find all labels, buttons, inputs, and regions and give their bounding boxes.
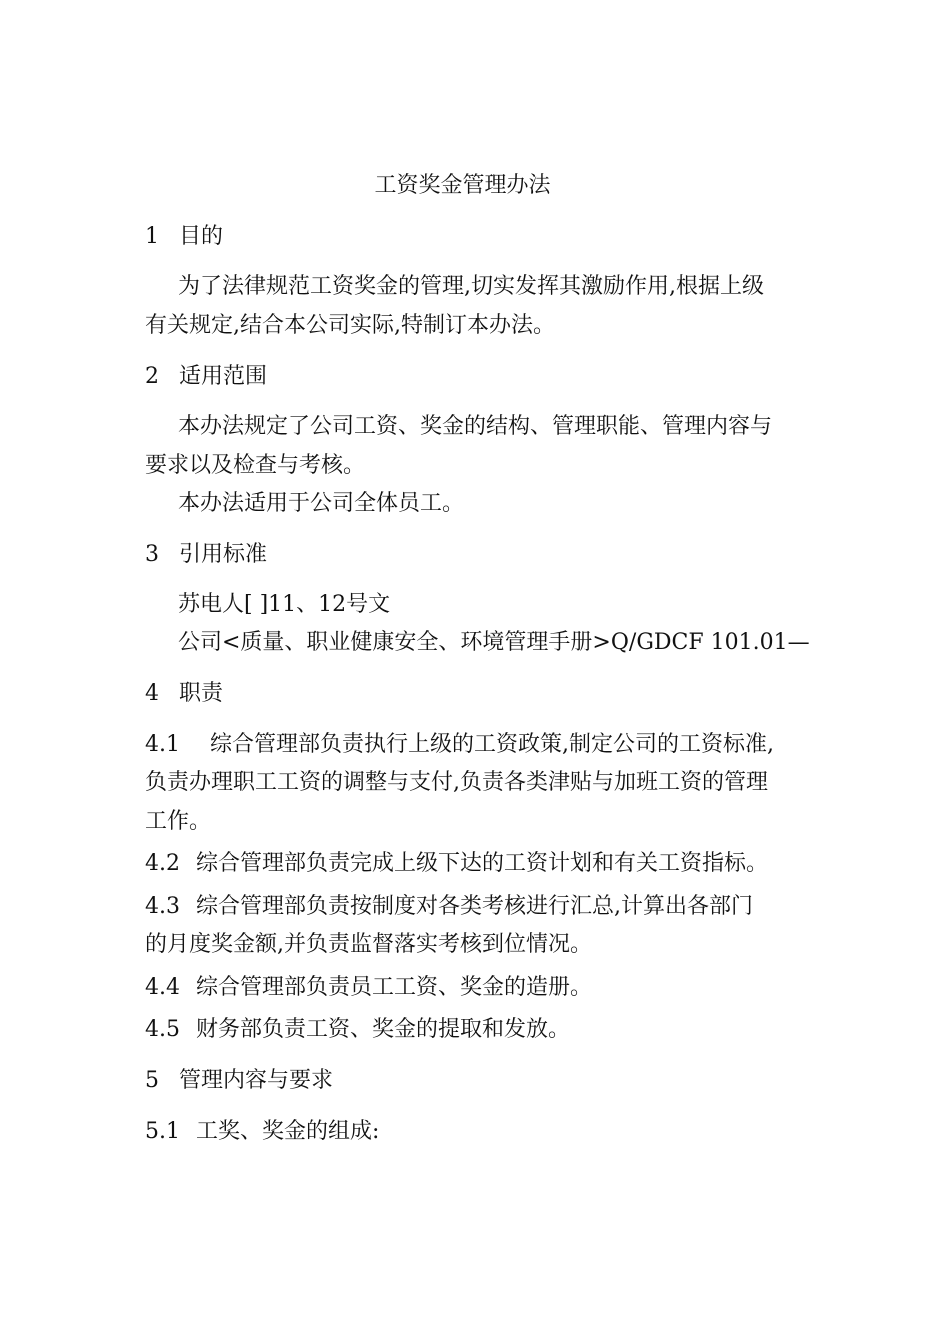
paragraph-line: 本办法适用于公司全体员工。	[178, 491, 465, 516]
clause-number: 4.2	[145, 851, 180, 876]
clause-4-5	[145, 1012, 825, 1048]
section-number: 4	[145, 681, 159, 706]
clause-text: 综合管理部负责按制度对各类考核进行汇总,计算出各部门	[196, 894, 753, 919]
clause-number: 4.5	[145, 1017, 180, 1042]
section-4-heading	[145, 676, 825, 712]
reference-item: 公司<质量、职业健康安全、环境管理手册>Q/GDCF 101.01—	[178, 630, 810, 655]
section-3-heading	[145, 537, 825, 573]
section-title: 引用标准	[179, 542, 268, 567]
section-number: 1	[145, 224, 159, 249]
clause-4-2	[145, 846, 825, 882]
clause-text: 综合管理部负责员工工资、奖金的造册。	[196, 975, 593, 1000]
section-title: 目的	[179, 224, 224, 249]
section-title: 适用范围	[179, 364, 268, 389]
section-title: 管理内容与要求	[179, 1068, 334, 1093]
paragraph-line: 有关规定,结合本公司实际,特制订本办法。	[145, 313, 555, 338]
section-title: 职责	[179, 681, 224, 706]
clause-number: 4.3	[145, 894, 180, 919]
clause-number: 4.4	[145, 975, 180, 1000]
clause-text: 工奖、奖金的组成:	[196, 1119, 380, 1144]
clause-number: 5.1	[145, 1119, 180, 1144]
paragraph-line: 工作。	[145, 809, 212, 834]
section-number: 2	[145, 364, 159, 389]
clause-5-1	[145, 1114, 825, 1150]
paragraph-line: 的月度奖金额,并负责监督落实考核到位情况。	[145, 932, 592, 957]
section-2-heading	[145, 359, 825, 395]
clause-number: 4.1	[145, 732, 180, 757]
paragraph-line: 要求以及检查与考核。	[145, 453, 366, 478]
clause-4-1	[145, 727, 825, 763]
section-5-heading	[145, 1063, 825, 1099]
document-title: 工资奖金管理办法	[374, 173, 551, 198]
clause-text: 财务部负责工资、奖金的提取和发放。	[196, 1017, 571, 1042]
section-number: 5	[145, 1068, 159, 1093]
paragraph-line: 负责办理职工工资的调整与支付,负责各类津贴与加班工资的管理	[145, 770, 768, 795]
clause-text: 综合管理部负责执行上级的工资政策,制定公司的工资标准,	[210, 732, 774, 757]
clause-text: 综合管理部负责完成上级下达的工资计划和有关工资指标。	[196, 851, 769, 876]
section-1-heading	[145, 219, 825, 255]
paragraph-line: 为了法律规范工资奖金的管理,切实发挥其激励作用,根据上级	[178, 274, 764, 299]
reference-item: 苏电人[ ]11、12号文	[178, 592, 391, 617]
clause-4-3	[145, 889, 825, 925]
paragraph-line: 本办法规定了公司工资、奖金的结构、管理职能、管理内容与	[178, 414, 773, 439]
clause-4-4	[145, 970, 825, 1006]
section-number: 3	[145, 542, 159, 567]
